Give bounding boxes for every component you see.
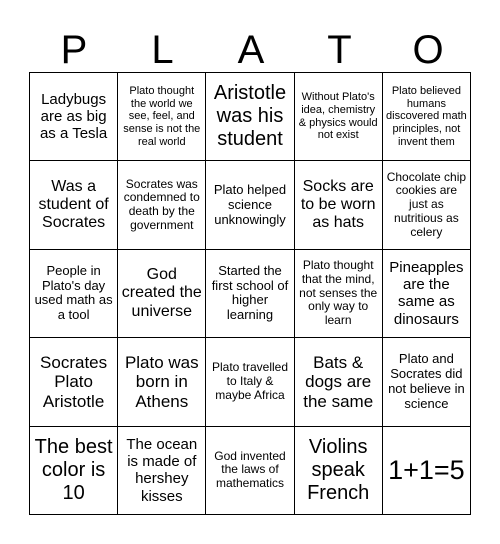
bingo-cell-r4-c4[interactable]: Bats & dogs are the same xyxy=(295,338,383,426)
bingo-cell-r2-c4[interactable]: Socks are to be worn as hats xyxy=(295,161,383,249)
bingo-cell-r3-c4[interactable]: Plato thought that the mind, not senses the only way to learn xyxy=(295,250,383,338)
bingo-cell-r2-c2[interactable]: Socrates was condemned to death by the government xyxy=(118,161,206,249)
bingo-cell-r1-c4[interactable]: Without Plato's idea, chemistry & physics would not exist xyxy=(295,73,383,161)
bingo-cell-r3-c2[interactable]: God created the universe xyxy=(118,250,206,338)
bingo-cell-r4-c3[interactable]: Plato travelled to Italy & maybe Africa xyxy=(206,338,294,426)
title-letter-o: O xyxy=(412,28,444,72)
bingo-cell-r1-c3[interactable]: Aristotle was his student xyxy=(206,73,294,161)
bingo-title xyxy=(30,28,472,72)
bingo-cell-r4-c2[interactable]: Plato was born in Athens xyxy=(118,338,206,426)
bingo-cell-r2-c3[interactable]: Plato helped science unknowingly xyxy=(206,161,294,249)
bingo-cell-r3-c1[interactable]: People in Plato's day used math as a tool xyxy=(30,250,118,338)
bingo-cell-r5-c3[interactable]: God invented the laws of mathematics xyxy=(206,427,294,515)
bingo-cell-r1-c5[interactable]: Plato believed humans discovered math principles, not invent them xyxy=(383,73,471,161)
bingo-cell-r3-c5[interactable]: Pineapples are the same as dinosaurs xyxy=(383,250,471,338)
bingo-cell-r1-c2[interactable]: Plato thought the world we see, feel, and sense is not the real world xyxy=(118,73,206,161)
bingo-cell-r4-c1[interactable]: Socrates Plato Aristotle xyxy=(30,338,118,426)
bingo-cell-r5-c4[interactable]: Violins speak French xyxy=(295,427,383,515)
bingo-cell-r4-c5[interactable]: Plato and Socrates did not believe in science xyxy=(383,338,471,426)
title-letter-t: T xyxy=(327,28,352,72)
bingo-cell-r3-c3[interactable]: Started the first school of higher learning xyxy=(206,250,294,338)
title-letter-l: L xyxy=(151,28,174,72)
bingo-cell-r1-c1[interactable]: Ladybugs are as big as a Tesla xyxy=(30,73,118,161)
title-letter-a: A xyxy=(237,28,265,72)
bingo-cell-r2-c1[interactable]: Was a student of Socrates xyxy=(30,161,118,249)
bingo-grid xyxy=(29,72,471,515)
title-letter-p: P xyxy=(60,28,88,72)
bingo-cell-r5-c5[interactable]: 1+1=5 xyxy=(383,427,471,515)
bingo-cell-r5-c2[interactable]: The ocean is made of hershey kisses xyxy=(118,427,206,515)
bingo-cell-r5-c1[interactable]: The best color is 10 xyxy=(30,427,118,515)
bingo-cell-r2-c5[interactable]: Chocolate chip cookies are just as nutritious as celery xyxy=(383,161,471,249)
